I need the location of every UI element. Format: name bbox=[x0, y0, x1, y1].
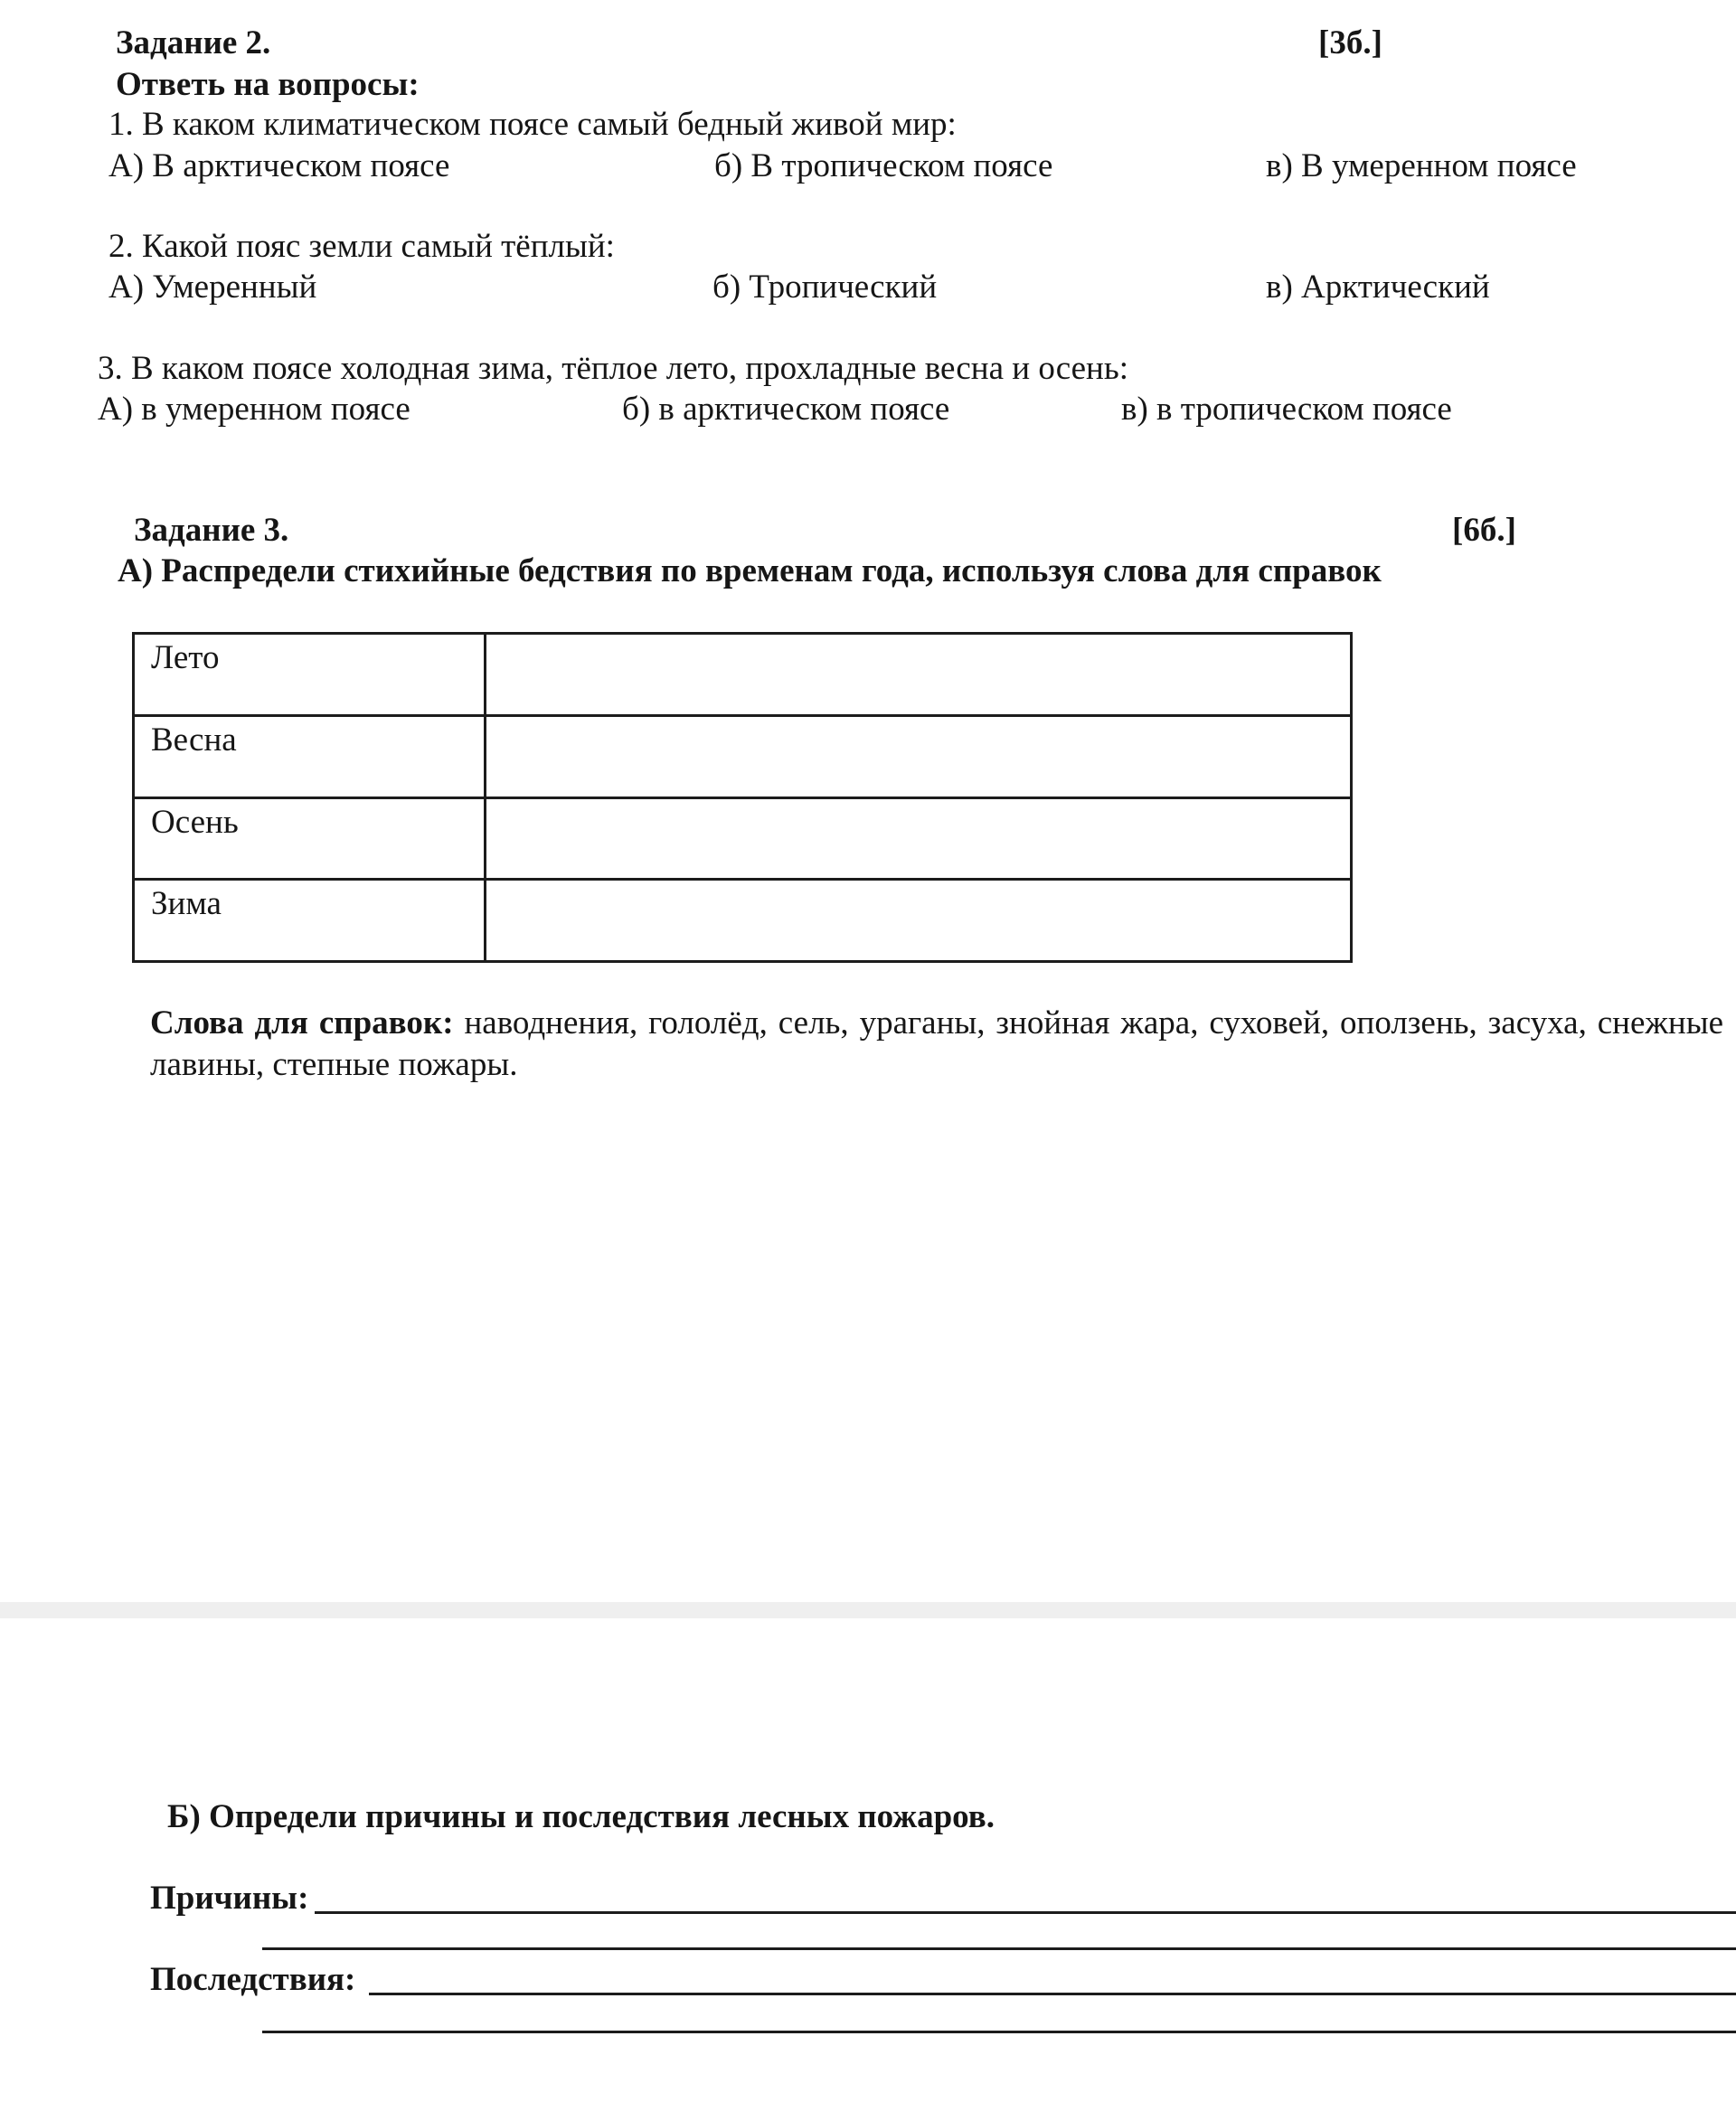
table-row bbox=[134, 715, 1352, 797]
table-row bbox=[134, 880, 1352, 962]
task2-instruction: Ответь на вопросы: bbox=[116, 66, 420, 103]
task3-points: [6б.] bbox=[1452, 512, 1516, 549]
seasons-table bbox=[132, 632, 1353, 963]
season-spring: Весна bbox=[134, 715, 486, 797]
task2-points: [3б.] bbox=[1318, 24, 1382, 61]
question-1: 1. В каком климатическом поясе самый бедный живой мир: bbox=[108, 106, 957, 143]
q3-option-c: в) в тропическом поясе bbox=[1121, 391, 1452, 428]
table-row bbox=[134, 634, 1352, 716]
q3-option-b: б) в арктическом поясе bbox=[622, 391, 950, 428]
answer-cell-winter[interactable] bbox=[486, 880, 1352, 962]
answer-cell-autumn[interactable] bbox=[486, 797, 1352, 880]
q3-option-a: А) в умеренном поясе bbox=[98, 391, 410, 428]
question-2: 2. Какой пояс земли самый тёплый: bbox=[108, 228, 615, 265]
reference-words bbox=[150, 1003, 1723, 1086]
task3-part-b: Б) Определи причины и последствия лесных пожаров. bbox=[167, 1798, 995, 1835]
causes-answer-line[interactable] bbox=[315, 1911, 1736, 1914]
effects-answer-line-2[interactable] bbox=[262, 2031, 1736, 2033]
causes-answer-line-2[interactable] bbox=[262, 1947, 1736, 1950]
q2-option-a: А) Умеренный bbox=[108, 269, 317, 306]
q2-option-c: в) Арктический bbox=[1266, 269, 1490, 306]
effects-answer-line[interactable] bbox=[369, 1993, 1736, 1995]
q2-option-b: б) Тропический bbox=[712, 269, 938, 306]
season-autumn: Осень bbox=[134, 797, 486, 880]
q1-option-c: в) В умеренном поясе bbox=[1266, 147, 1577, 184]
question-3: 3. В каком поясе холодная зима, тёплое лето, прохладные весна и осень: bbox=[98, 350, 1128, 387]
answer-cell-spring[interactable] bbox=[486, 715, 1352, 797]
answer-cell-summer[interactable] bbox=[486, 634, 1352, 716]
task3-title: Задание 3. bbox=[134, 512, 289, 549]
season-summer: Лето bbox=[134, 634, 486, 716]
words-label: Слова для справок: bbox=[150, 1004, 454, 1042]
page-separator bbox=[0, 1602, 1736, 1618]
q1-option-b: б) В тропическом поясе bbox=[714, 147, 1053, 184]
task2-title: Задание 2. bbox=[116, 24, 271, 61]
task3-part-a: А) Распредели стихийные бедствия по временам года, используя слова для справок bbox=[118, 552, 1382, 589]
table-row bbox=[134, 797, 1352, 880]
effects-label: Последствия: bbox=[150, 1961, 356, 1998]
season-winter: Зима bbox=[134, 880, 486, 962]
causes-label: Причины: bbox=[150, 1880, 309, 1917]
q1-option-a: А) В арктическом поясе bbox=[108, 147, 450, 184]
words-list: наводнения, гололёд, сель, ураганы, знойная жара, суховей, оползень, засуха, снежные лавины, степные пожары. bbox=[150, 1004, 1724, 1083]
